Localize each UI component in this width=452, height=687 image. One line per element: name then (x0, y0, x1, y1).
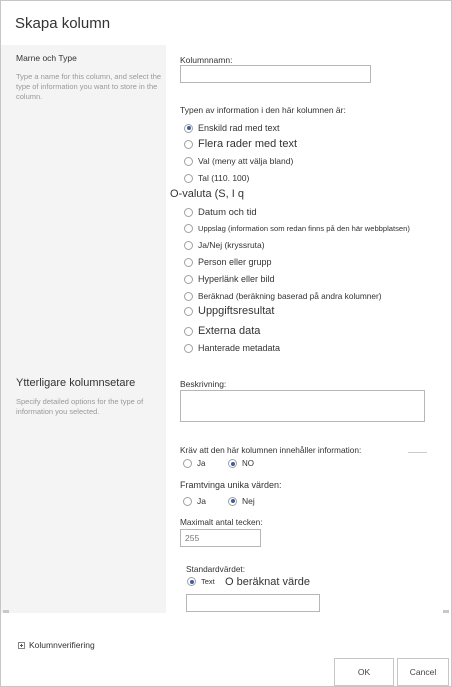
default-calculated-option[interactable] (225, 576, 310, 588)
radio-icon[interactable] (184, 157, 193, 166)
radio-icon[interactable] (184, 292, 193, 301)
type-option-multi-line[interactable] (184, 137, 297, 151)
max-chars-label: Maximalt antal tecken: (180, 517, 263, 527)
column-validation-label: Kolumnverifiering (29, 640, 95, 650)
type-option-managed-metadata[interactable] (184, 341, 280, 355)
type-option-lookup[interactable] (184, 221, 410, 235)
radio-icon[interactable] (184, 258, 193, 267)
expand-plus-icon[interactable] (18, 642, 25, 649)
description-label: Beskrivning: (180, 379, 227, 389)
max-chars-input[interactable] (180, 529, 261, 547)
type-option-date-time[interactable] (184, 205, 257, 219)
cancel-button[interactable]: Cancel (397, 658, 449, 686)
type-option-hyperlink[interactable] (184, 272, 275, 286)
ok-button[interactable]: OK (334, 658, 394, 686)
required-yes-option[interactable] (183, 459, 205, 468)
default-text-label: Text (201, 577, 215, 586)
type-option-label: Ja/Nej (kryssruta) (198, 240, 265, 250)
radio-icon[interactable] (184, 307, 193, 316)
type-option-label: Val (meny att välja bland) (198, 156, 294, 166)
default-calculated-label: O beräknat värde (225, 576, 310, 588)
column-name-input[interactable] (180, 65, 371, 83)
required-label: Kräv att den här kolumnen innehåller information: (180, 445, 362, 455)
required-yes-label: Ja (197, 459, 206, 468)
type-option-currency[interactable] (170, 187, 244, 201)
additional-settings-heading: Ytterligare kolumnsetare (16, 377, 136, 389)
type-option-external-data[interactable] (184, 324, 260, 338)
type-option-label: Datum och tid (198, 206, 257, 218)
type-option-calculated[interactable] (184, 289, 382, 303)
default-value-input[interactable] (186, 594, 320, 612)
unique-yes-label: Ja (197, 496, 206, 506)
column-validation-expander[interactable] (18, 640, 95, 650)
unique-no-label: Nej (242, 496, 255, 506)
radio-icon[interactable] (184, 344, 193, 353)
type-option-label: Hyperlänk eller bild (198, 274, 275, 284)
type-option-label: Uppslag (information som redan finns på den här webbplatsen) (198, 223, 410, 233)
type-option-label: Beräknad (beräkning baserad på andra kolumner) (198, 291, 382, 301)
scrollbar-tick (3, 610, 9, 613)
type-option-single-line[interactable] (184, 121, 280, 135)
type-option-person-group[interactable] (184, 255, 272, 269)
unique-yes-option[interactable] (183, 496, 206, 506)
required-no-option[interactable] (228, 459, 254, 468)
default-text-option[interactable] (187, 577, 215, 586)
type-option-label: Enskild rad med text (198, 123, 280, 133)
radio-icon[interactable] (183, 459, 192, 468)
scrollbar-tick (443, 610, 449, 613)
type-option-label: Person eller grupp (198, 257, 272, 267)
additional-settings-description: Specify detailed options for the type of information you selected. (16, 397, 144, 416)
type-option-label: Hanterade metadata (198, 343, 281, 353)
radio-icon[interactable] (184, 241, 193, 250)
radio-icon[interactable] (184, 174, 193, 183)
description-textarea[interactable] (180, 390, 425, 422)
radio-icon[interactable] (184, 208, 193, 217)
type-option-label: Tal (110. 100) (198, 173, 250, 183)
required-no-label: NO (242, 459, 254, 468)
radio-icon[interactable] (184, 327, 193, 336)
radio-selected-icon[interactable] (228, 459, 237, 468)
type-option-number[interactable] (184, 171, 249, 185)
type-label: Typen av information i den här kolumnen är: (180, 105, 346, 115)
name-type-heading: Marne och Type (16, 53, 77, 63)
type-option-label: Externa data (198, 325, 261, 337)
name-type-description: Type a name for this column, and select the type of information you want to store in the column. (16, 72, 162, 101)
unique-no-option[interactable] (228, 496, 255, 506)
radio-icon[interactable] (184, 140, 193, 149)
radio-selected-icon[interactable] (187, 577, 196, 586)
type-option-task-outcome[interactable] (184, 304, 274, 318)
dialog-title: Skapa kolumn (15, 15, 111, 32)
radio-selected-icon[interactable] (184, 124, 193, 133)
type-option-yes-no[interactable] (184, 238, 265, 252)
radio-selected-icon[interactable] (228, 497, 237, 506)
radio-icon[interactable] (184, 224, 193, 233)
divider (408, 452, 427, 453)
type-option-label: O-valuta (S, I q (170, 188, 244, 200)
type-option-label: Uppgiftsresultat (198, 305, 275, 317)
type-option-label: Flera rader med text (198, 138, 298, 150)
radio-icon[interactable] (183, 497, 192, 506)
left-description-panel (1, 45, 166, 613)
column-name-label: Kolumnnamn: (180, 55, 233, 65)
unique-values-label: Framtvinga unika värden: (180, 480, 282, 490)
default-value-label: Standardvärdet: (186, 564, 246, 574)
radio-icon[interactable] (184, 275, 193, 284)
type-option-choice[interactable] (184, 154, 293, 168)
